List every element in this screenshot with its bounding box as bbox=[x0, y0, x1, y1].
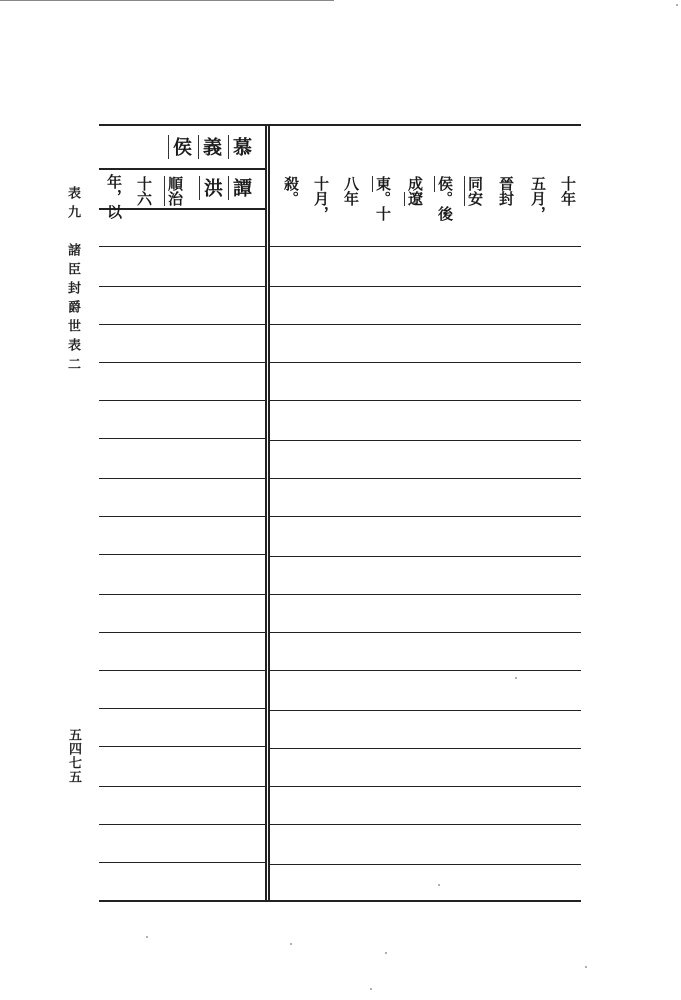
year-text: 十六 bbox=[135, 176, 153, 206]
scan-speck bbox=[676, 4, 678, 6]
person-name-char: 洪 bbox=[201, 178, 223, 197]
left-row-rule bbox=[99, 594, 265, 595]
right-row-rule bbox=[269, 594, 581, 595]
record-column: 成遼 bbox=[406, 176, 424, 206]
right-row-rule bbox=[269, 286, 581, 287]
scan-speck bbox=[438, 884, 440, 886]
left-row-rule bbox=[99, 438, 265, 439]
right-row-rule bbox=[269, 362, 581, 363]
right-row-rule bbox=[269, 786, 581, 787]
right-row-rule bbox=[269, 246, 581, 247]
left-row-rule bbox=[99, 286, 265, 287]
right-row-rule bbox=[269, 324, 581, 325]
left-row-rule bbox=[99, 632, 265, 633]
left-row-rule bbox=[99, 324, 265, 325]
table-divider-right bbox=[268, 124, 270, 900]
record-column: 侯。後 bbox=[436, 176, 454, 221]
reign-name: 順治 bbox=[166, 176, 184, 206]
left-row-rule bbox=[99, 708, 265, 709]
record-column: 殺。 bbox=[282, 176, 300, 206]
person-name-char: 譚 bbox=[230, 178, 252, 197]
right-row-rule bbox=[269, 670, 581, 671]
left-row-rule bbox=[99, 554, 265, 555]
right-row-rule bbox=[269, 864, 581, 865]
running-header: 表九 諸臣封爵世表二 bbox=[65, 186, 80, 376]
left-row-rule bbox=[99, 400, 265, 401]
title-char: 義 bbox=[200, 137, 222, 158]
scan-speck bbox=[585, 966, 587, 968]
title-char: 侯 bbox=[170, 137, 192, 158]
left-row-rule bbox=[99, 824, 265, 825]
left-row-rule bbox=[99, 746, 265, 747]
right-row-rule bbox=[269, 516, 581, 517]
right-row-rule bbox=[269, 478, 581, 479]
right-row-rule bbox=[269, 748, 581, 749]
scan-speck bbox=[385, 952, 387, 954]
record-column: 十月， bbox=[312, 176, 330, 221]
record-column: 五月， bbox=[529, 176, 547, 221]
right-row-rule bbox=[269, 632, 581, 633]
record-column: 十年 bbox=[559, 176, 577, 206]
record-column: 東。十 bbox=[374, 176, 392, 221]
scan-speck bbox=[290, 943, 292, 945]
record-column: 八年 bbox=[342, 176, 360, 206]
right-row-rule bbox=[269, 824, 581, 825]
scan-speck bbox=[515, 677, 517, 679]
scan-edge-line bbox=[0, 0, 334, 1]
title-char: 慕 bbox=[230, 137, 252, 158]
right-row-rule bbox=[269, 400, 581, 401]
right-row-rule bbox=[269, 710, 581, 711]
table-bottom-rule bbox=[99, 900, 581, 902]
left-row-rule bbox=[99, 862, 265, 863]
left-row-rule bbox=[99, 516, 265, 517]
left-row-rule bbox=[99, 670, 265, 671]
title-row-rule bbox=[99, 168, 265, 170]
left-row-rule bbox=[99, 478, 265, 479]
page-number: 五四七五 bbox=[66, 728, 81, 784]
right-row-rule bbox=[269, 556, 581, 557]
record-column: 晉封 bbox=[497, 176, 515, 206]
left-row-rule bbox=[99, 362, 265, 363]
table-top-rule bbox=[99, 124, 581, 126]
left-row-rule bbox=[99, 246, 265, 247]
scan-speck bbox=[370, 988, 372, 990]
name-row-rule bbox=[99, 208, 265, 210]
record-column: 同安 bbox=[466, 176, 484, 206]
scan-speck bbox=[146, 936, 148, 938]
right-row-rule bbox=[269, 440, 581, 441]
table-divider-left bbox=[265, 124, 267, 900]
left-row-rule bbox=[99, 786, 265, 787]
year-text: 年，以 bbox=[105, 174, 123, 219]
